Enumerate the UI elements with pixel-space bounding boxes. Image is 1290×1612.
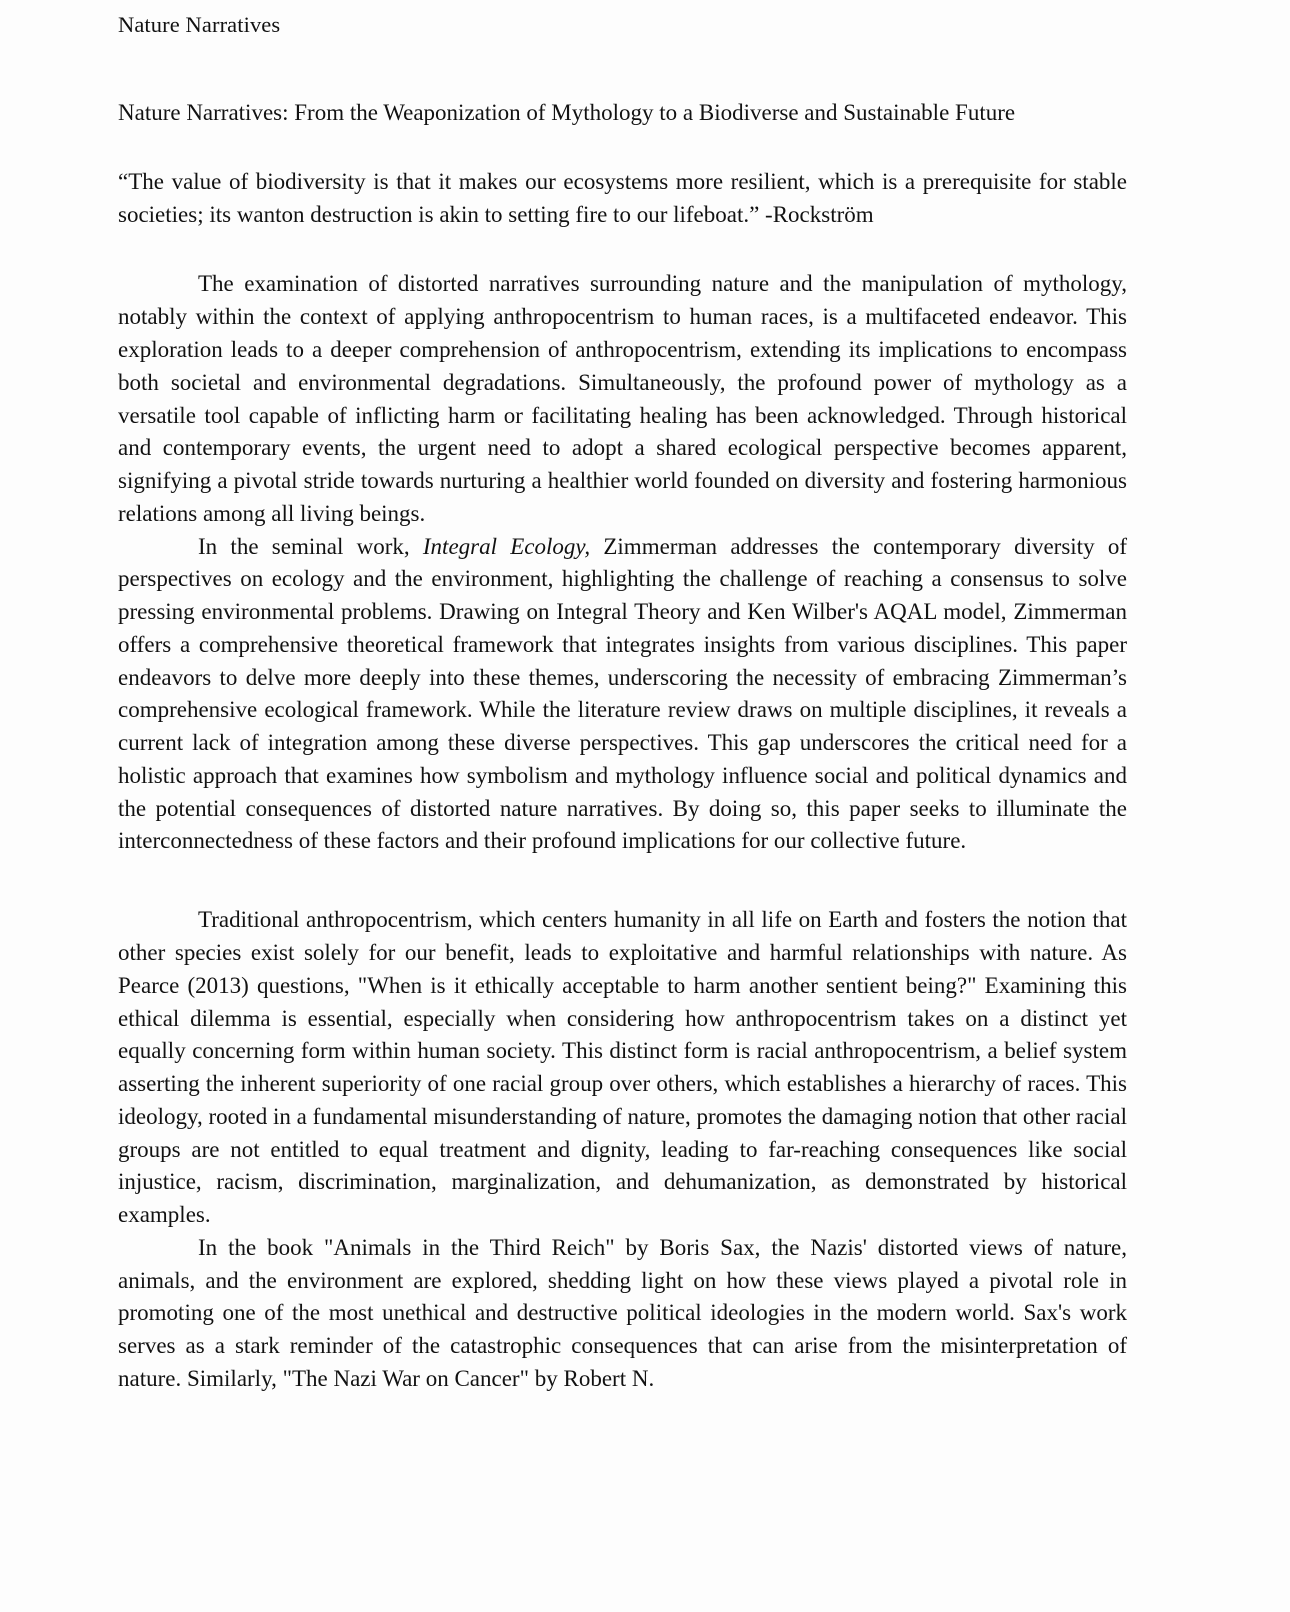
paragraph-2	[118, 531, 1127, 859]
body-section-one	[118, 268, 1127, 858]
page-content-column	[118, 0, 1127, 1396]
paper-title: Nature Narratives: From the Weaponization of Mythology to a Biodiverse and Sustainable Future	[118, 99, 1016, 125]
paragraph-2-rest-text: Zimmerman addresses the contemporary diversity of perspectives on ecology and the environment, highlighting the challenge of reaching a consensus to solve pressing environmental problems. Drawing on Integral Theory and Ken Wilber's AQAL model, Zimmerman offers a comprehensive theoretical framework that integrates insights from various disciplines. This paper endeavors to delve more deeply into these themes, underscoring the necessity of embracing Zimmerman’s comprehensive ecological framework. While the literature review draws on multiple disciplines, it reveals a current lack of integration among these diverse perspectives. This gap underscores the critical need for a holistic approach that examines how symbolism and mythology influence social and political dynamics and the potential consequences of distorted nature narratives. By doing so, this paper seeks to illuminate the interconnectedness of these factors and their profound implications for our collective future.	[118, 533, 1127, 854]
paragraph-4: In the book "Animals in the Third Reich" by Boris Sax, the Nazis' distorted views of nature, animals, and the environment are explored, shedding light on how these views played a pivotal role in promoting one of the most unethical and destructive political ideologies in the modern world. Sax's work serves as a stark reminder of the catastrophic consequences that can arise from the misinterpretation of nature. Similarly, "The Nazi War on Cancer" by Robert N.	[118, 1234, 1127, 1391]
running-header: Nature Narratives	[118, 12, 281, 37]
book-title-integral-ecology: Integral Ecology,	[422, 533, 591, 559]
paragraph-3: Traditional anthropocentrism, which centers humanity in all life on Earth and fosters the notion that other species exist solely for our benefit, leads to exploitative and harmful relationships with nature. As Pearce (2013) questions, "When is it ethically acceptable to harm another sentient being?" Examining this ethical dilemma is essential, especially when considering how anthropocentrism takes on a distinct yet equally concerning form within human society. This distinct form is racial anthropocentrism, a belief system asserting the inherent superiority of one racial group over others, which establishes a hierarchy of races. This ideology, rooted in a fundamental misunderstanding of nature, promotes the damaging notion that other racial groups are not entitled to equal treatment and dignity, leading to far-reaching consequences like social injustice, racism, discrimination, marginalization, and dehumanization, as demonstrated by historical examples.	[118, 907, 1127, 1228]
paragraph-1: The examination of distorted narratives surrounding nature and the manipulation of mythology, notably within the context of applying anthropocentrism to human races, is a multifaceted endeavor. This exploration leads to a deeper comprehension of anthropocentrism, extending its implications to encompass both societal and environmental degradations. Simultaneously, the profound power of mythology as a versatile tool capable of inflicting harm or facilitating healing has been acknowledged. Through historical and contemporary events, the urgent need to adopt a shared ecological perspective becomes apparent, signifying a pivotal stride towards nurturing a healthier world founded on diversity and fostering harmonious relations among all living beings.	[118, 271, 1127, 526]
body-section-two	[118, 904, 1127, 1395]
paragraph-2-lead-text: In the seminal work,	[198, 533, 423, 559]
epigraph-quote: “The value of biodiversity is that it makes our ecosystems more resilient, which is a prerequisite for stable societies; its wanton destruction is akin to setting fire to our lifeboat.” -Rockström	[118, 169, 1127, 227]
